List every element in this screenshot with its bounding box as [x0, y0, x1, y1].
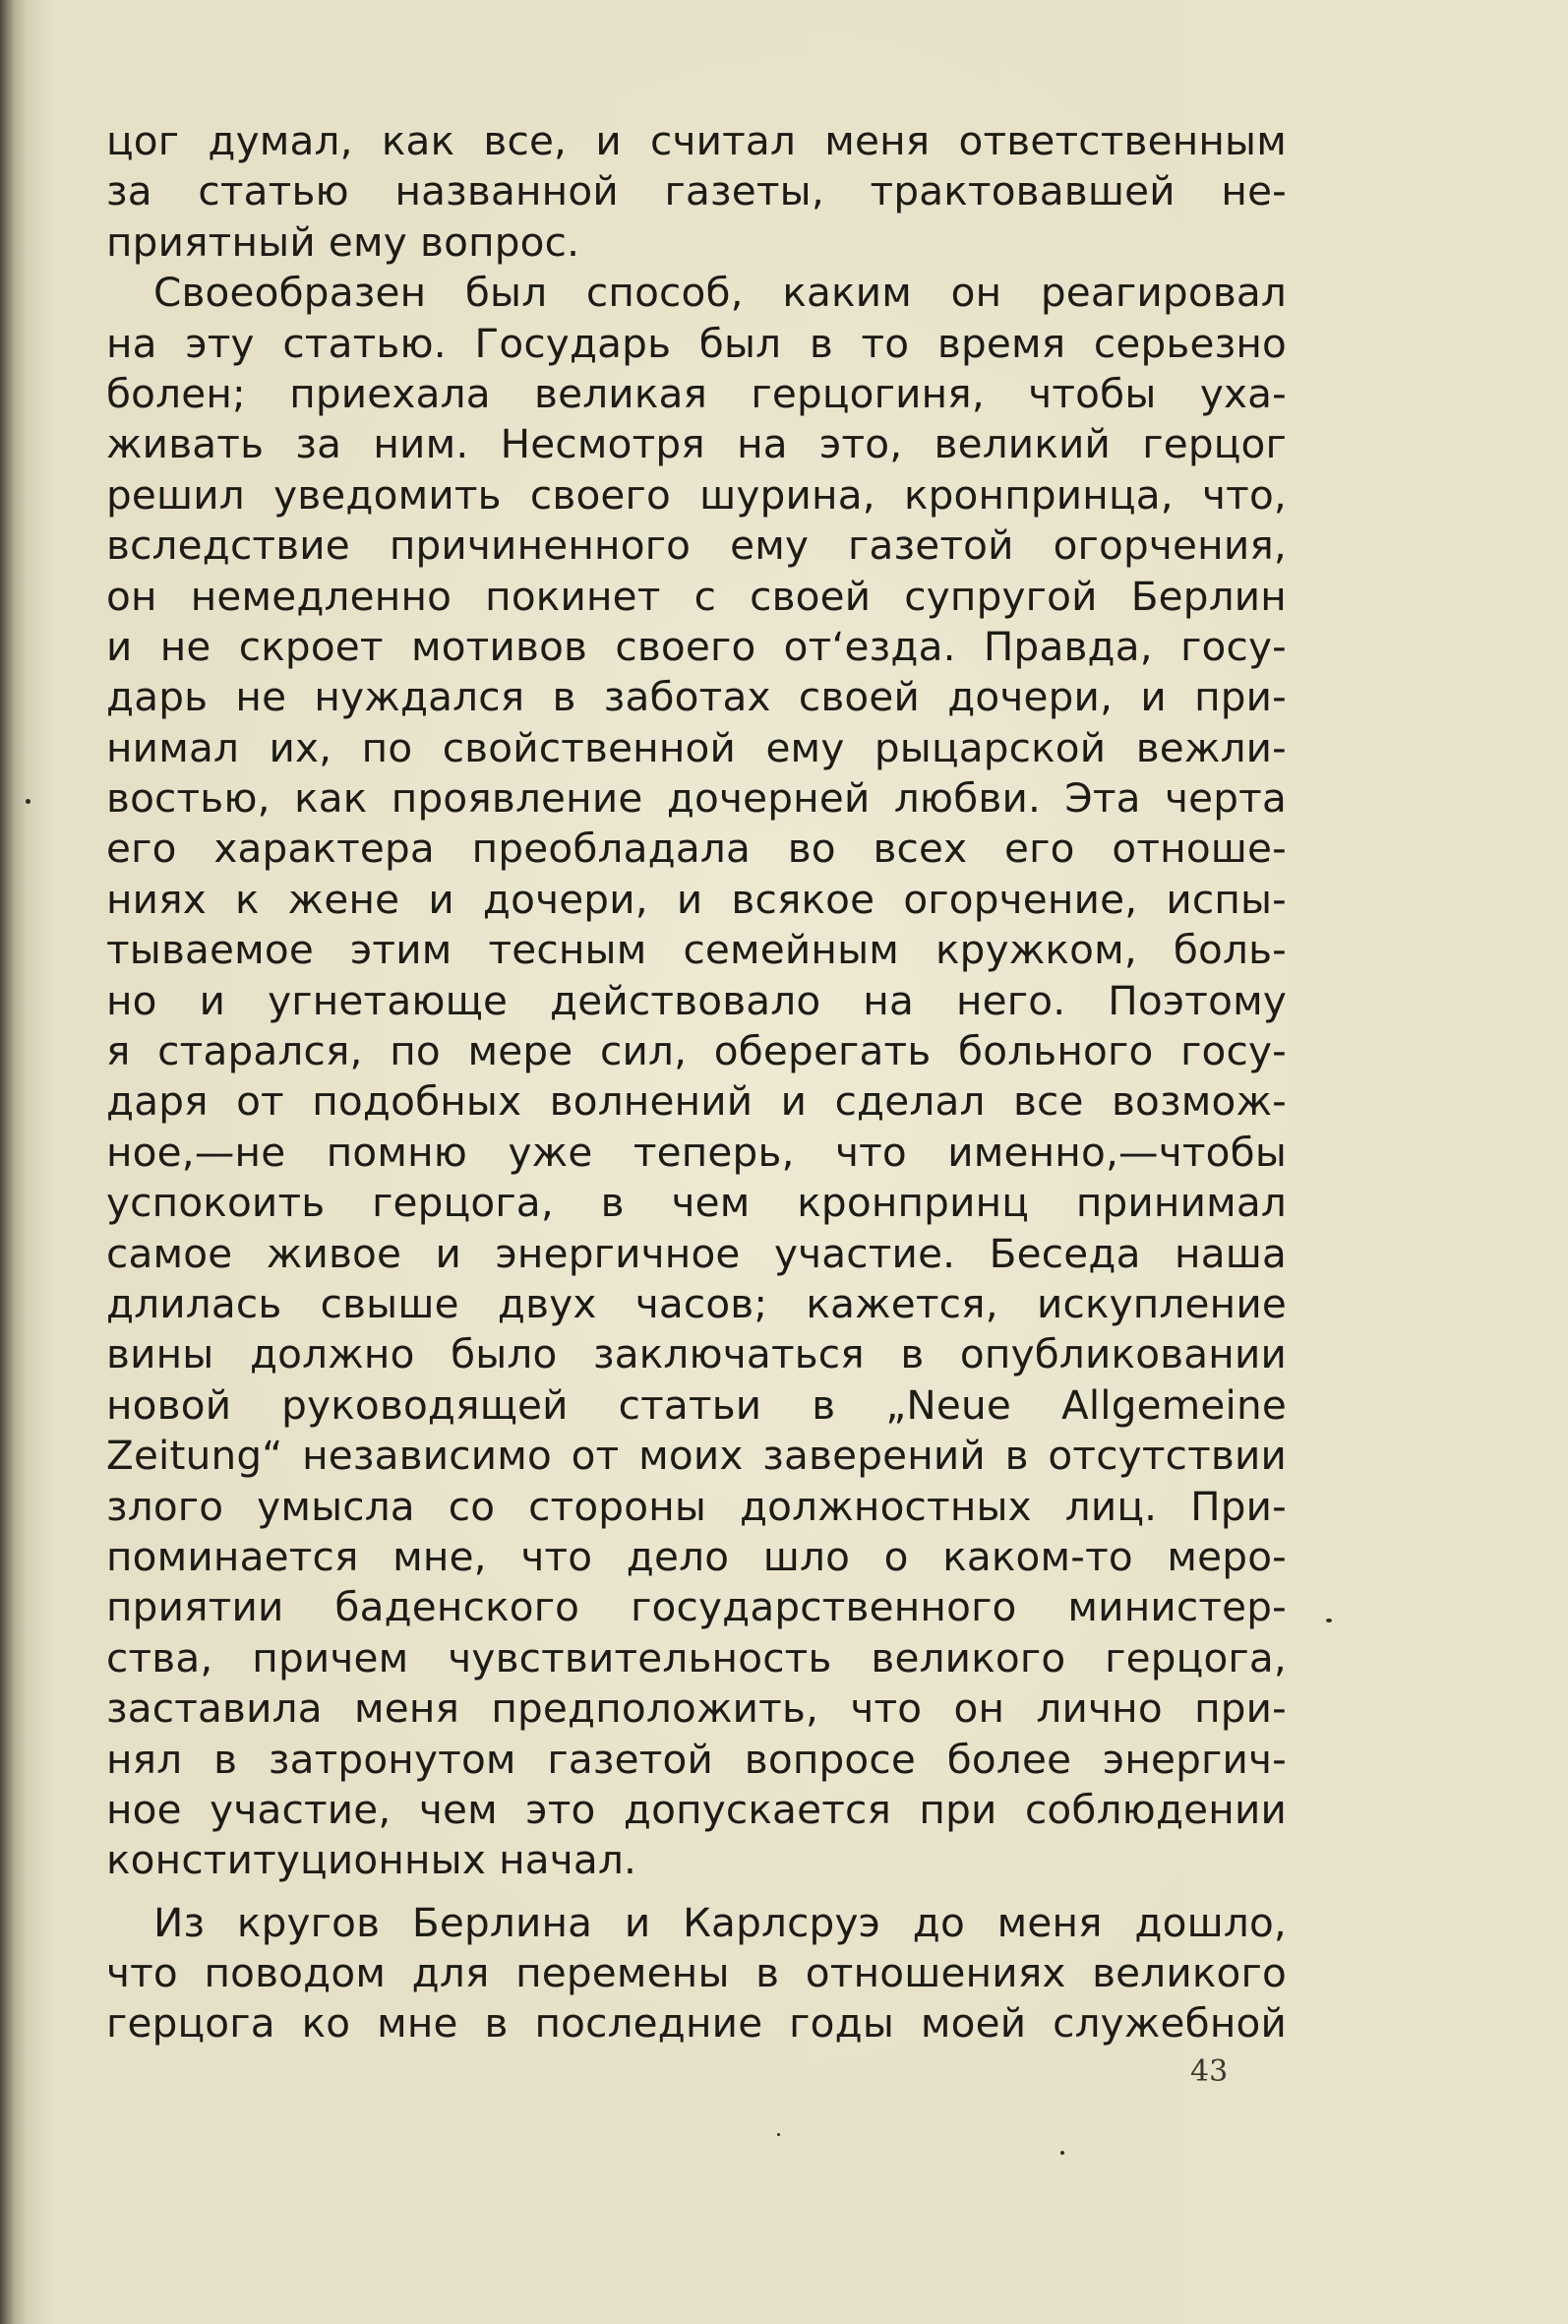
text-line: он немедленно покинет с своей супругой Берлин [106, 572, 1287, 620]
paragraph-gap [106, 1886, 1287, 1898]
text-line: нимал их, по свойственной ему рыцарской вежли- [106, 723, 1287, 771]
text-line: живать за ним. Несмотря на это, великий герцог [106, 420, 1287, 468]
text-line: но и угнетающе действовало на него. Поэтому [106, 976, 1287, 1024]
text-line: успокоить герцога, в чем кронпринц принимал [106, 1179, 1287, 1227]
text-line: ства, причем чувствительность великого герцога, [106, 1633, 1287, 1682]
text-line: самое живое и энергичное участие. Беседа наша [106, 1229, 1287, 1277]
ink-speck [1326, 1619, 1332, 1622]
text-line: востью, как проявление дочерней любви. Эта черта [106, 774, 1287, 823]
text-line: тываемое этим тесным семейным кружком, боль- [106, 926, 1287, 974]
text-line: длилась свыше двух часов; кажется, искупление [106, 1279, 1287, 1327]
text-line: вины должно было заключаться в опубликовании [106, 1330, 1287, 1378]
text-line: и не скроет мотивов своего от‘езда. Правда, госу- [106, 622, 1287, 670]
text-line: цог думал, как все, и считал меня ответственным [106, 117, 1287, 164]
text-line: я старался, по мере сил, оберегать больного госу- [106, 1027, 1287, 1075]
text-line: Из кругов Берлина и Карлсруэ до меня дошло, [153, 1898, 1287, 1946]
page-binding-shadow [0, 0, 14, 2324]
text-line: ное участие, чем это допускается при соблюдении [106, 1785, 1287, 1833]
text-line: его характера преобладала во всех его отноше- [106, 825, 1287, 873]
text-line: на эту статью. Государь был в то время серьезно [106, 319, 1287, 367]
text-line: приятный ему вопрос. [106, 217, 580, 266]
text-line: даря от подобных волнений и сделал все возмож- [106, 1077, 1287, 1126]
text-line: заставила меня предположить, что он лично при- [106, 1684, 1287, 1733]
text-line: ное,—не помню уже теперь, что именно,—чтобы [106, 1128, 1287, 1176]
text-line: Своеобразен был способ, каким он реагировал [153, 269, 1287, 317]
text-line: за статью названной газеты, трактовавшей не- [106, 167, 1287, 215]
text-line: конституционных начал. [106, 1836, 637, 1884]
ink-speck [26, 799, 30, 804]
text-line: новой руководящей статьи в „Neue Allgemeine [106, 1380, 1287, 1429]
text-line: нял в затронутом газетой вопросе более энергич- [106, 1735, 1287, 1783]
text-line: злого умысла со стороны должностных лиц. При- [106, 1482, 1287, 1530]
text-line: дарь не нуждался в заботах своей дочери, и при- [106, 673, 1287, 721]
page-number: 43 [1190, 2054, 1229, 2089]
ink-speck [777, 2133, 780, 2136]
ink-speck [1060, 2151, 1064, 2155]
text-line: болен; приехала великая герцогиня, чтобы уха- [106, 369, 1287, 417]
text-line: приятии баденского государственного министер- [106, 1583, 1287, 1631]
body-text [106, 116, 1287, 2049]
text-line: поминается мне, что дело шло о каком-то меро- [106, 1532, 1287, 1580]
text-line: что поводом для перемены в отношениях великого [106, 1949, 1287, 1997]
text-line: вследствие причиненного ему газетой огорчения, [106, 521, 1287, 570]
text-line: ниях к жене и дочери, и всякое огорчение, испы- [106, 875, 1287, 923]
text-line: герцога ко мне в последние годы моей служебной [106, 1999, 1287, 2048]
text-line: Zeitung“ независимо от моих заверений в отсутствии [106, 1432, 1287, 1480]
text-line: решил уведомить своего шурина, кронпринца, что, [106, 470, 1287, 519]
